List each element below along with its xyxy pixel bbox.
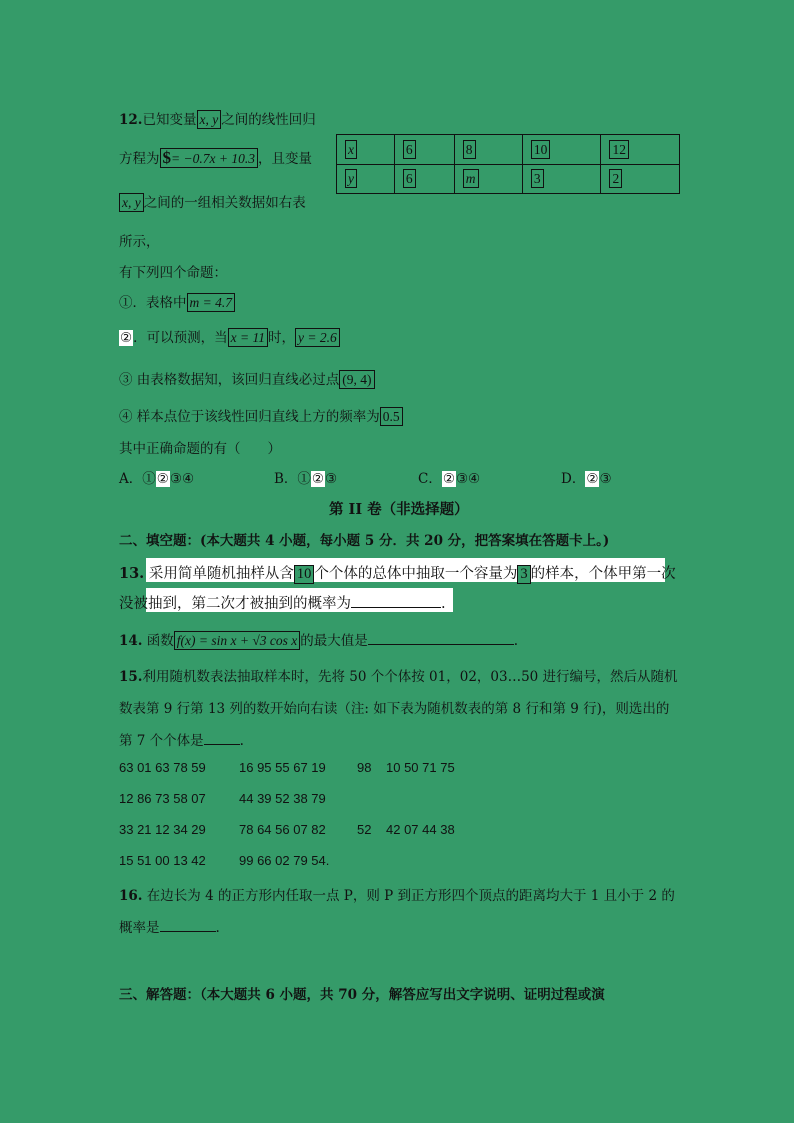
q12-line2: 方程为 $= −0.7x + 10.3 ，且变量 (119, 148, 312, 167)
regression-equation-box: $= −0.7x + 10.3 (160, 148, 258, 168)
q16-line2: 概率是 . (119, 920, 220, 936)
proposition-1: ①．表格中 m = 4.7 (119, 291, 235, 312)
part2-title: 第 II 卷（非选择题） (329, 501, 469, 518)
q12-question: 其中正确命题的有（ ） (119, 441, 281, 457)
q13-line2: 没被抽到，第二次才被抽到的概率为 . (119, 596, 446, 612)
answer-blank[interactable] (204, 732, 240, 745)
option-a[interactable]: A．①②③④ (119, 471, 195, 487)
q15-line3: 第 7 个个体是 . (119, 733, 244, 749)
option-b[interactable]: B．①②③ (274, 471, 338, 487)
q12-line3: x, y 之间的一组相关数据如右表 (119, 191, 306, 212)
table-row: y 6 m 3 2 (337, 164, 680, 194)
q15-line2: 数表第 9 行第 13 列的数开始向右读（注: 如下表为随机数表的第 8 行和第 9 行)，则选出的 (119, 701, 670, 717)
q12-line1: 12.已知变量 x, y 之间的线性回归 (119, 112, 316, 128)
answer-blank[interactable] (368, 632, 514, 645)
proposition-3: ③ 由表格数据知，该回归直线必过点 (9, 4) (119, 368, 375, 389)
random-table-row: 42 07 44 38 (386, 822, 455, 837)
random-table-row: 98 (357, 760, 372, 775)
random-table-row: 12 86 73 58 07 (119, 791, 206, 806)
random-table-row: 33 21 12 34 29 (119, 822, 206, 837)
q12-line5: 有下列四个命题： (119, 265, 227, 281)
random-table-row: 15 51 00 13 42 (119, 853, 206, 868)
section2-heading: 二、填空题：(本大题共 4 小题，每小题 5 分．共 20 分，把答案填在答题卡上。) (119, 533, 610, 549)
random-table-row: 44 39 52 38 79 (239, 791, 326, 806)
q13-line1: 13. 采用简单随机抽样从含 10 个个体的总体中抽取一个容量为 3 的样本，个体甲第一次 (119, 565, 676, 582)
random-table-row: 63 01 63 78 59 (119, 760, 206, 775)
q15-line1: 15.利用随机数表法抽取样本时，先将 50 个个体按 01，02，03…50 进行编号，然后从随机 (119, 669, 678, 685)
random-table-row: 16 95 55 67 19 (239, 760, 326, 775)
q16-line1: 16. 在边长为 4 的正方形内任取一点 P，则 P 到正方形四个顶点的距离均大于 1 且小于 2 的 (119, 888, 675, 904)
option-d[interactable]: D．②③ (561, 471, 612, 487)
var-box: x, y (119, 193, 144, 212)
function-box: f(x) = sin x + √3 cos x (174, 631, 300, 650)
data-table (336, 134, 680, 194)
option-c[interactable]: C．②③④ (418, 471, 481, 487)
random-table-row: 99 66 02 79 54. (239, 853, 330, 868)
table-row: x 6 8 10 12 (337, 135, 680, 165)
var-box: x, y (197, 110, 222, 129)
random-table-row: 78 64 56 07 82 (239, 822, 326, 837)
q12-line4: 所示， (119, 234, 160, 250)
random-table-row: 10 50 71 75 (386, 760, 455, 775)
q14-line: 14. 函数 f(x) = sin x + √3 cos x 的最大值是 . (119, 633, 519, 649)
proposition-2: ②．可以预测，当 x = 11 时， y = 2.6 (119, 326, 340, 347)
section3-heading: 三、解答题：（本大题共 6 小题，共 70 分，解答应写出文字说明、证明过程或演 (119, 987, 605, 1003)
random-table-row: 52 (357, 822, 372, 837)
answer-blank[interactable] (160, 919, 216, 932)
proposition-4: ④ 样本点位于该线性回归直线上方的频率为 0.5 (119, 405, 403, 426)
answer-blank[interactable] (351, 595, 441, 608)
